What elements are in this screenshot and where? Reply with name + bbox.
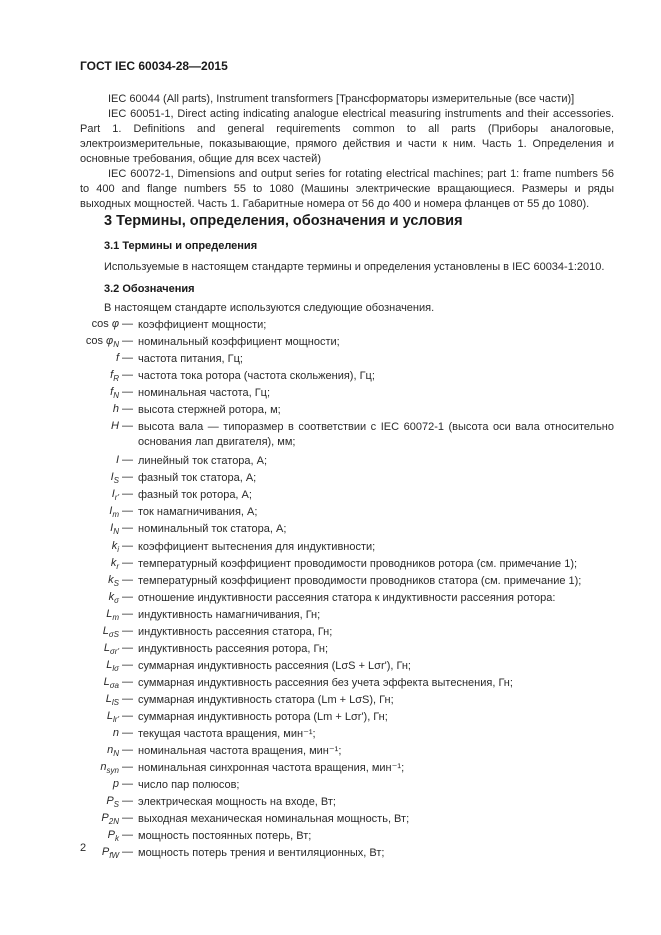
em-dash: — (122, 522, 133, 535)
symbol-definition: фазный ток ротора, А; (138, 489, 252, 502)
symbol-definition: номинальная частота, Гц; (138, 387, 271, 400)
em-dash: — (122, 590, 133, 603)
em-dash: — (122, 692, 133, 705)
symbol-definition: высота вала — типоразмер в соответствии с IEC 60072-1 (высота оси вала относительно основания лап двигателя), мм; (138, 421, 614, 449)
symbol-row (0, 795, 661, 812)
section-3-1-text: Используемые в настоящем стандарте термины и определения установлены в IEC 60034-1:2010. (104, 261, 605, 273)
em-dash: — (122, 488, 133, 501)
symbol-definition: частота тока ротора (частота скольжения), Гц; (138, 370, 375, 383)
symbol-row (0, 557, 661, 574)
symbol-notation: $P_{fW}$ (101, 846, 119, 861)
symbol-definition: частота питания, Гц; (138, 353, 243, 366)
symbol-notation: $k_\sigma$ (108, 590, 119, 605)
symbol-notation: $f_R$ (110, 369, 119, 384)
em-dash: — (122, 386, 133, 399)
symbol-definition: суммарная индуктивность ротора (Lm + Lσr'), Гн; (138, 710, 388, 723)
em-dash: — (122, 335, 133, 348)
symbol-row (0, 540, 661, 557)
symbol-notation: cos φ (91, 318, 119, 330)
symbol-notation: $L_{lS}$ (105, 692, 119, 707)
symbol-row (0, 420, 661, 454)
symbol-definition: электрическая мощность на входе, Вт; (138, 796, 336, 809)
section-3-title: 3 Термины, определения, обозначения и условия (104, 213, 463, 229)
symbol-notation: $L_{\sigma a}$ (103, 675, 119, 690)
symbol-row (0, 710, 661, 727)
em-dash: — (122, 573, 133, 586)
symbol-definition: суммарная индуктивность статора (Lm + LσS), Гн; (138, 693, 394, 706)
symbol-definition: температурный коэффициент проводимости проводников статора (см. примечание 1); (138, 574, 582, 587)
symbol-notation: $n_{syn}$ (100, 761, 119, 776)
em-dash: — (122, 403, 133, 416)
em-dash: — (122, 607, 133, 620)
standard-header: ГОСТ IEC 60034-28—2015 (80, 59, 228, 73)
em-dash: — (122, 795, 133, 808)
em-dash: — (122, 624, 133, 637)
reference-item: IEC 60044 (All parts), Instrument transformers [Трансформаторы измерительные (все части)] (108, 93, 575, 105)
symbol-notation: $L_{\sigma S}$ (102, 624, 119, 639)
symbol-notation: $I_S$ (110, 471, 119, 486)
symbol-row (0, 352, 661, 369)
em-dash: — (122, 556, 133, 569)
em-dash: — (122, 709, 133, 722)
symbol-notation: $I_m$ (109, 505, 119, 520)
symbol-definition: индуктивность рассеяния ротора, Гн; (138, 642, 329, 655)
em-dash: — (122, 318, 133, 330)
symbol-definition: высота стержней ротора, м; (138, 404, 281, 417)
symbol-definition: мощность постоянных потерь, Вт; (138, 830, 312, 843)
symbol-notation: $L_{lr'}$ (106, 709, 119, 724)
symbol-definition: линейный ток статора, А; (138, 455, 268, 468)
symbol-definition: текущая частота вращения, мин⁻¹; (138, 728, 316, 741)
symbol-notation: $P_{2N}$ (101, 812, 119, 827)
symbol-row (0, 369, 661, 386)
normative-references (80, 92, 614, 212)
symbol-definition: мощность потерь трения и вентиляционных, Вт; (138, 847, 385, 860)
symbol-definition: индуктивность намагничивания, Гн; (138, 608, 321, 621)
symbol-definition: число пар полюсов; (138, 779, 240, 792)
symbol-row (0, 505, 661, 522)
symbol-row (0, 522, 661, 539)
em-dash: — (122, 369, 133, 382)
symbol-row (0, 386, 661, 403)
em-dash: — (122, 471, 133, 484)
em-dash: — (122, 727, 133, 740)
symbol-definition: коэффициент мощности; (138, 319, 267, 331)
em-dash: — (122, 778, 133, 791)
em-dash: — (122, 744, 133, 757)
symbol-notation: $L_{\sigma r'}$ (103, 641, 119, 656)
em-dash: — (122, 675, 133, 688)
em-dash: — (122, 454, 133, 467)
symbol-row (0, 318, 661, 335)
em-dash: — (122, 641, 133, 654)
symbol-definition: ток намагничивания, А; (138, 506, 258, 519)
symbol-notation: $n_N$ (107, 744, 119, 759)
symbol-row (0, 488, 661, 505)
symbol-row (0, 846, 661, 863)
section-3-2-title: 3.2 Обозначения (104, 283, 195, 295)
em-dash: — (122, 846, 133, 859)
em-dash: — (122, 505, 133, 518)
symbol-notation: n (112, 727, 119, 740)
symbol-notation: $L_m$ (106, 607, 119, 622)
symbol-definition: выходная механическая номинальная мощность, Вт; (138, 813, 410, 826)
symbol-definition: суммарная индуктивность рассеяния без учета эффекта вытеснения, Гн; (138, 676, 513, 689)
symbol-definition: номинальный ток статора, А; (138, 523, 287, 536)
symbol-notation: $P_k$ (107, 829, 119, 844)
symbol-notation: $k_r$ (110, 556, 119, 571)
symbol-notation: $k_i$ (111, 539, 119, 554)
symbols-list (0, 318, 661, 863)
symbol-row (0, 693, 661, 710)
em-dash: — (122, 352, 133, 365)
symbol-notation: $P_S$ (106, 795, 119, 810)
symbol-row (0, 778, 661, 795)
symbol-row (0, 744, 661, 761)
symbol-definition: коэффициент вытеснения для индуктивности; (138, 540, 376, 553)
symbol-row (0, 761, 661, 778)
symbol-definition: температурный коэффициент проводимости проводников ротора (см. примечание 1); (138, 557, 578, 570)
symbol-row (0, 454, 661, 471)
symbol-row (0, 608, 661, 625)
symbol-notation: $I_{r'}$ (111, 488, 119, 503)
em-dash: — (122, 812, 133, 825)
symbol-definition: отношение индуктивности рассеяния статора к индуктивности рассеяния ротора: (138, 591, 556, 604)
symbol-row (0, 471, 661, 488)
symbol-notation: $I_N$ (110, 522, 119, 537)
section-3-2-intro: В настоящем стандарте используются следующие обозначения. (104, 302, 435, 314)
reference-item: IEC 60072-1, Dimensions and output series for rotating electrical machines; part 1: frame numbers 56 to 400 and flange numbers 55 to 1080 (Машины электрические вращающиеся. Размеры и ряды выходных мощностей. Часть 1. Габаритные номера от 56 до 400 и номера фланцев от 55 до 1080). (80, 168, 614, 210)
symbol-notation: h (112, 403, 119, 416)
section-3-1-title: 3.1 Термины и определения (104, 240, 258, 252)
symbol-definition: номинальная частота вращения, мин⁻¹; (138, 745, 342, 758)
reference-item: IEC 60051-1, Direct acting indicating analogue electrical measuring instruments and their accessories. Part 1. Definitions and general requirements common to all parts (Приборы аналоговые, электроизмерительные, показывающие, прямого действия и части к ним. Часть 1. Определения и основные требования, общие для всех частей) (80, 108, 614, 165)
symbol-row (0, 335, 661, 352)
symbol-notation: $\cos \varphi_N$ (85, 335, 119, 350)
symbol-row (0, 659, 661, 676)
symbol-row (0, 642, 661, 659)
page-number: 2 (80, 842, 87, 854)
symbol-row (0, 403, 661, 420)
symbol-notation: p (112, 778, 119, 791)
em-dash: — (122, 658, 133, 671)
symbol-row (0, 625, 661, 642)
symbol-notation: H (111, 420, 119, 433)
em-dash: — (122, 539, 133, 552)
symbol-definition: номинальный коэффициент мощности; (138, 336, 340, 349)
symbol-definition: суммарная индуктивность рассеяния (LσS + Lσr'), Гн; (138, 659, 411, 672)
symbol-definition: номинальная синхронная частота вращения, мин⁻¹; (138, 762, 405, 775)
symbol-notation: $f_N$ (110, 386, 119, 401)
symbol-definition: фазный ток статора, А; (138, 472, 257, 485)
symbol-row (0, 812, 661, 829)
symbol-row (0, 574, 661, 591)
symbol-notation: I (115, 454, 119, 467)
em-dash: — (122, 761, 133, 774)
symbol-row (0, 727, 661, 744)
symbol-row (0, 591, 661, 608)
symbol-notation: $k_S$ (108, 573, 119, 588)
symbol-notation: f (115, 352, 119, 365)
symbol-notation: $L_{l\sigma}$ (106, 658, 119, 673)
em-dash: — (122, 829, 133, 842)
em-dash: — (122, 420, 133, 433)
symbol-definition: индуктивность рассеяния статора, Гн; (138, 625, 333, 638)
symbol-row (0, 676, 661, 693)
symbol-row (0, 829, 661, 846)
